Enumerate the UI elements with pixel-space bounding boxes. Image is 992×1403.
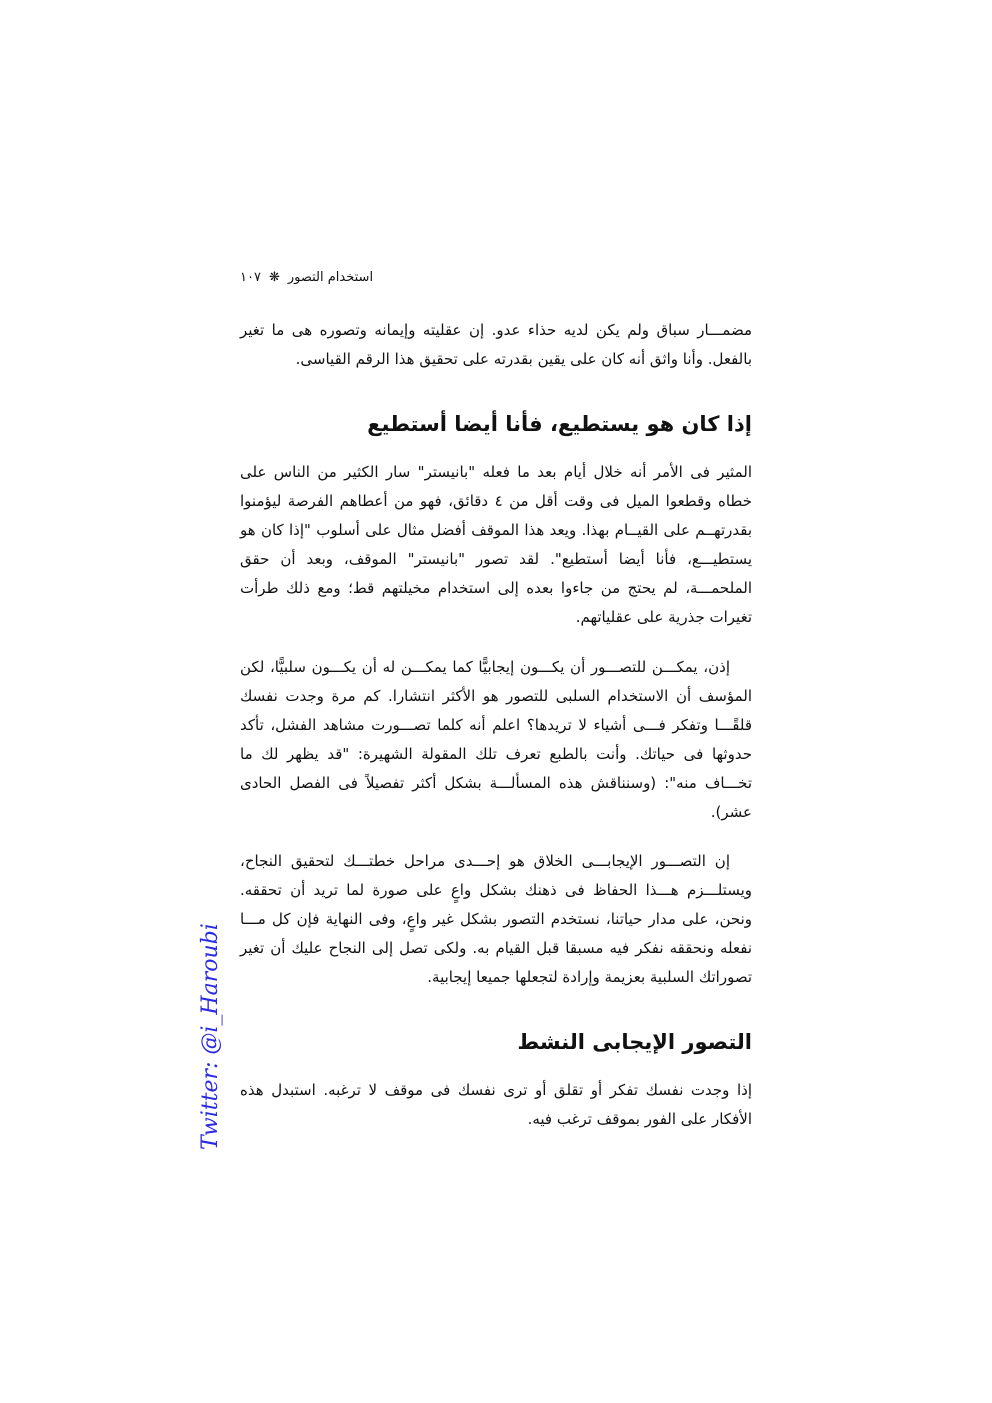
twitter-watermark: Twitter: @i_Haroubi — [198, 923, 223, 1150]
running-title: استخدام التصور — [287, 270, 374, 285]
running-header — [240, 270, 400, 285]
section-heading-active-positive: التصور الإيجابى النشط — [517, 1030, 752, 1054]
paragraph-replace-thoughts: إذا وجدت نفسك تفكر أو تقلق أو ترى نفسك فى موقف لا ترغبه. استبدل هذه الأفكار على الفور بموقف ترغب فيه. — [240, 1081, 752, 1128]
ornament-icon: ❋ — [268, 270, 280, 285]
paragraph-creative-visualization: إن التصـــور الإيجابـــى الخلاق هو إحـــدى مراحل خطتـــك لتحقيق النجاح، ويستلـــزم هـــذا الحفاظ فى ذهنك بشكل واعٍ على صورة لما تريد أن تحققه. ونحن، على مدار حياتنا، نستخدم التصور بشكل غير واعٍ، وفى النهاية فإن كل مـــا نفعله ونحققه نفكر فيه مسبقا قبل القيام به. ولكى تصل إلى النجاح عليك أن تغير تصوراتك السلبية بعزيمة وإرادة لتجعلها جميعا إيجابية. — [240, 852, 752, 986]
paragraph-continuation: مضمـــار سباق ولم يكن لديه حذاء عدو. إن عقليته وإيمانه وتصوره هى ما تغير بالفعل. وأنا واثق أنه كان على يقين بقدرته على تحقيق هذا الرقم القياسى. — [240, 321, 752, 368]
page-number: ١٠٧ — [240, 270, 261, 285]
paragraph-bannister: المثير فى الأمر أنه خلال أيام بعد ما فعله "بانيستر" سار الكثير من الناس على خطاه وقطعوا الميل فى وقت أقل من ٤ دقائق، فهو من أعطاهم الفرصة ليؤمنوا بقدرتهــم على القيــام بهذا. ويعد هذا الموقف أفضل مثال على أسلوب "إذا كان هو يستطيـــع، فأنا أيضا أستطيع". لقد تصور "بانيستر" الموقف، وبعد أن حقق الملحمـــة، لم يحتج من جاءوا بعده إلى استخدام مخيلتهم قط؛ ومع ذلك طرأت تغيرات جذرية على عقلياتهم. — [240, 463, 752, 626]
paragraph-negative-visualization: إذن، يمكـــن للتصـــور أن يكـــون إيجابيًّا كما يمكـــن له أن يكـــون سلبيًّا، لكن المؤسف أن الاستخدام السلبى للتصور هو الأكثر انتشارا. كم مرة وجدت نفسك قلقًـــا وتفكر فـــى أشياء لا تريدها؟ اعلم أنه كلما تصـــورت مشاهد الفشل، تأكد حدوثها فى حياتك. وأنت بالطبع تعرف تلك المقولة الشهيرة: "قد يظهر لك ما تخـــاف منه": (وسنناقش هذه المسألـــة بشكل أكثر تفصيلاً فى الفصل الحادى عشر). — [240, 658, 752, 821]
section-heading-if-he-can: إذا كان هو يستطيع، فأنا أيضا أستطيع — [367, 412, 752, 436]
